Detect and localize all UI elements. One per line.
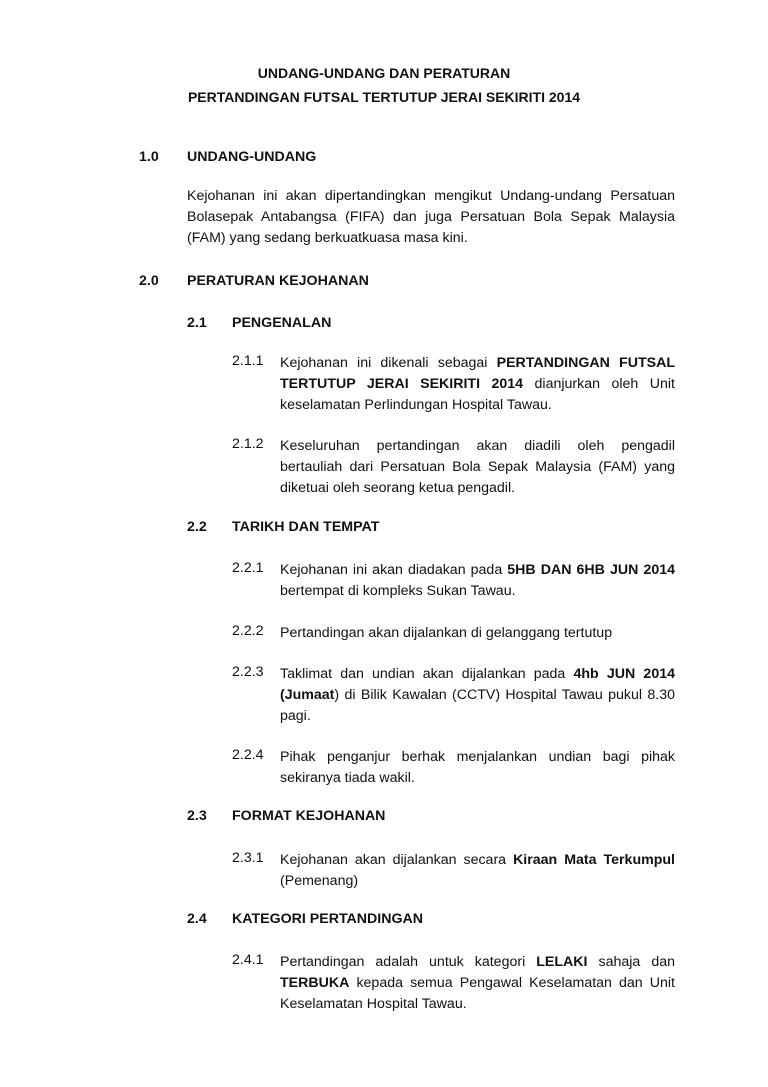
section-1-number: 1.0: [139, 149, 159, 165]
item-2-4-1-number: 2.4.1: [232, 952, 264, 968]
item-2-2-3-text: Taklimat dan undian akan dijalankan pada 4hb JUN 2014 (Jumaat) di Bilik Kawalan (CCTV) Hospital Tawau pukul 8.30 pagi.: [280, 666, 675, 724]
item-2-3-1-number: 2.3.1: [232, 850, 264, 866]
item-2-2-4-text: Pihak penganjur berhak menjalankan undian bagi pihak sekiranya tiada wakil.: [280, 749, 675, 786]
item-2-1-2-number: 2.1.2: [232, 436, 264, 452]
subsection-2-3-heading: FORMAT KEJOHANAN: [232, 808, 386, 824]
subsection-2-1-heading: PENGENALAN: [232, 315, 332, 331]
item-2-2-3-number: 2.2.3: [232, 664, 264, 680]
subsection-2-4-heading: KATEGORI PERTANDINGAN: [232, 911, 424, 927]
item-2-2-1-number: 2.2.1: [232, 560, 264, 576]
item-2-1-2-text: Keseluruhan pertandingan akan diadili oleh pengadil bertauliah dari Persatuan Bola Sepak Malaysia (FAM) yang diketuai oleh seorang ketua pengadil.: [280, 438, 675, 496]
item-2-2-2-text: Pertandingan akan dijalankan di gelanggang tertutup: [280, 625, 613, 641]
document-title-line2: PERTANDINGAN FUTSAL TERTUTUP JERAI SEKIRITI 2014: [187, 89, 581, 105]
section-2-number: 2.0: [139, 273, 159, 289]
item-2-3-1-text: Kejohanan akan dijalankan secara Kiraan Mata Terkumpul (Pemenang): [280, 852, 675, 889]
item-2-2-1-text: Kejohanan ini akan diadakan pada 5HB DAN 6HB JUN 2014 bertempat di kompleks Sukan Tawau.: [280, 562, 676, 599]
subsection-2-2-heading: TARIKH DAN TEMPAT: [232, 519, 380, 535]
section-1-heading: UNDANG-UNDANG: [187, 149, 317, 165]
section-1-paragraph: Kejohanan ini akan dipertandingkan mengikut Undang-undang Persatuan Bolasepak Antabangsa (FIFA) dan juga Persatuan Bola Sepak Malaysia (FAM) yang sedang berkuatkuasa masa kini.: [187, 188, 675, 246]
section-2-heading: PERATURAN KEJOHANAN: [187, 273, 369, 289]
item-2-2-2-number: 2.2.2: [232, 623, 264, 639]
subsection-2-3-number: 2.3: [187, 808, 207, 824]
item-2-1-1-number: 2.1.1: [232, 353, 264, 369]
item-2-4-1-text: Pertandingan adalah untuk kategori LELAKI sahaja dan TERBUKA kepada semua Pengawal Keselamatan dan Unit Keselamatan Hospital Tawau.: [280, 954, 675, 1012]
item-2-2-4-number: 2.2.4: [232, 747, 264, 763]
subsection-2-1-number: 2.1: [187, 315, 207, 331]
subsection-2-2-number: 2.2: [187, 519, 207, 535]
item-2-1-1-text: Kejohanan ini dikenali sebagai PERTANDINGAN FUTSAL TERTUTUP JERAI SEKIRITI 2014 dianjurkan oleh Unit keselamatan Perlindungan Hospital Tawau.: [280, 355, 675, 413]
document-title-line1: UNDANG-UNDANG DAN PERATURAN: [257, 65, 511, 81]
subsection-2-4-number: 2.4: [187, 911, 207, 927]
